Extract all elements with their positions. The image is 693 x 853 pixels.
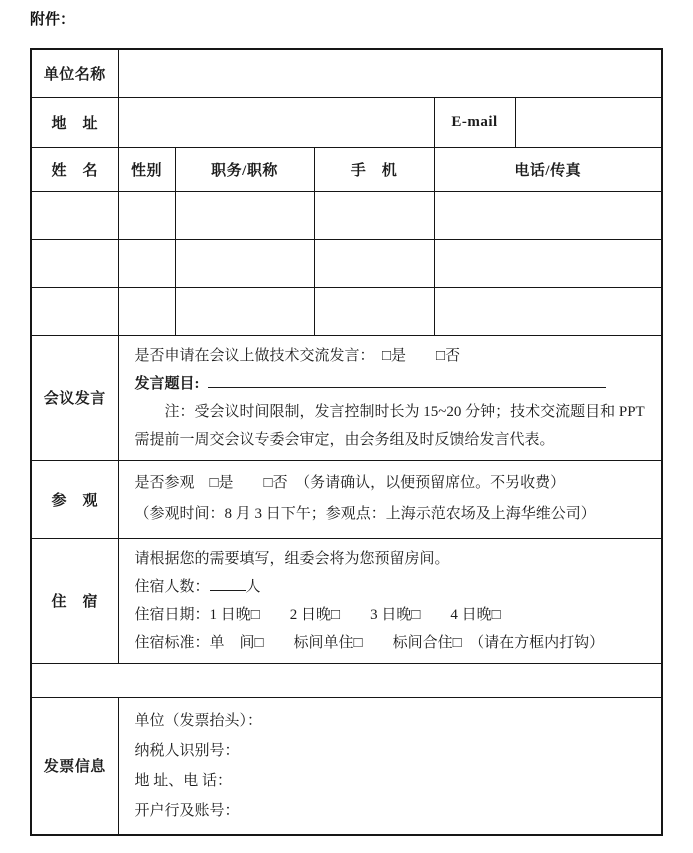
invoice-row-label: 发票信息 <box>31 697 118 835</box>
unit-name-row <box>31 49 662 97</box>
contact-row <box>31 239 662 287</box>
visit-row-label: 参 观 <box>31 460 118 538</box>
speech-question: 是否申请在会议上做技术交流发言： □是 □否 <box>134 347 461 364</box>
speech-row <box>31 335 662 460</box>
lodging-standard-line: 住宿标准：单 间□ 标间单住□ 标间合住□ （请在方框内打钩） <box>134 634 605 651</box>
spacer-row <box>31 663 662 697</box>
address-row <box>31 97 662 147</box>
header-mobile: 手 机 <box>314 147 434 191</box>
invoice-bank-line: 开户行及账号： <box>134 802 240 819</box>
lodging-intro: 请根据您的需要填写，组委会将为您预留房间。 <box>134 550 450 567</box>
email-label: E-mail <box>434 97 515 147</box>
lodging-people-blank <box>210 576 246 591</box>
lodging-people-suffix: 人 <box>245 578 261 595</box>
contact-mobile-cell <box>314 287 434 335</box>
contact-row <box>31 191 662 239</box>
invoice-content-cell <box>118 697 662 835</box>
contact-name-cell <box>31 287 118 335</box>
spacer-cell <box>31 663 662 697</box>
contact-gender-cell <box>118 239 175 287</box>
contact-phone-cell <box>434 287 662 335</box>
header-gender: 性别 <box>118 147 175 191</box>
contact-phone-cell <box>434 239 662 287</box>
speech-content-cell <box>118 335 662 460</box>
invoice-address-line: 地 址、电 话： <box>134 772 233 789</box>
header-phone-fax: 电话/传真 <box>434 147 662 191</box>
visit-details: （参观时间：8 月 3 日下午；参观点：上海示范农场及上海华维公司） <box>134 506 596 522</box>
speech-topic-line <box>135 370 652 398</box>
header-name: 姓 名 <box>31 147 118 191</box>
address-label: 地 址 <box>31 97 118 147</box>
invoice-row <box>31 697 662 835</box>
contact-gender-cell <box>118 287 175 335</box>
email-value-cell <box>515 97 662 147</box>
unit-name-label: 单位名称 <box>31 49 118 97</box>
header-title: 职务/职称 <box>175 147 314 191</box>
speech-topic-blank-line <box>208 370 607 387</box>
unit-name-value-cell <box>118 49 662 97</box>
contact-title-cell <box>175 191 314 239</box>
lodging-row-label: 住 宿 <box>31 538 118 663</box>
invoice-taxid-line: 纳税人识别号： <box>134 742 240 759</box>
visit-question: 是否参观 □是 □否 （务请确认，以便预留席位。不另收费） <box>134 475 566 491</box>
lodging-row <box>31 538 662 663</box>
contact-mobile-cell <box>314 191 434 239</box>
contact-row <box>31 287 662 335</box>
contact-name-cell <box>31 191 118 239</box>
speech-row-label: 会议发言 <box>31 335 118 460</box>
registration-form-table <box>30 48 663 836</box>
contact-title-cell <box>175 287 314 335</box>
lodging-people-label: 住宿人数： <box>134 578 210 595</box>
contact-title-cell <box>175 239 314 287</box>
address-value-cell <box>118 97 434 147</box>
invoice-title-line: 单位（发票抬头）： <box>134 712 263 729</box>
visit-content-cell <box>118 460 662 538</box>
lodging-content-cell <box>118 538 662 663</box>
contact-phone-cell <box>434 191 662 239</box>
contact-name-cell <box>31 239 118 287</box>
speech-note: 注：受会议时间限制，发言控制时长为 15~20 分钟；技术交流题目和 PPT 需提前一周交会议专委会审定，由会务组及时反馈给发言代表。 <box>134 403 645 448</box>
attachment-label: 附件： <box>30 11 76 28</box>
lodging-people-line <box>135 573 652 601</box>
visit-row <box>31 460 662 538</box>
speech-topic-label: 发言题目: <box>134 375 200 392</box>
contacts-header-row <box>31 147 662 191</box>
contact-gender-cell <box>118 191 175 239</box>
contact-mobile-cell <box>314 239 434 287</box>
lodging-dates-line: 住宿日期：1 日晚□ 2 日晚□ 3 日晚□ 4 日晚□ <box>134 606 501 623</box>
